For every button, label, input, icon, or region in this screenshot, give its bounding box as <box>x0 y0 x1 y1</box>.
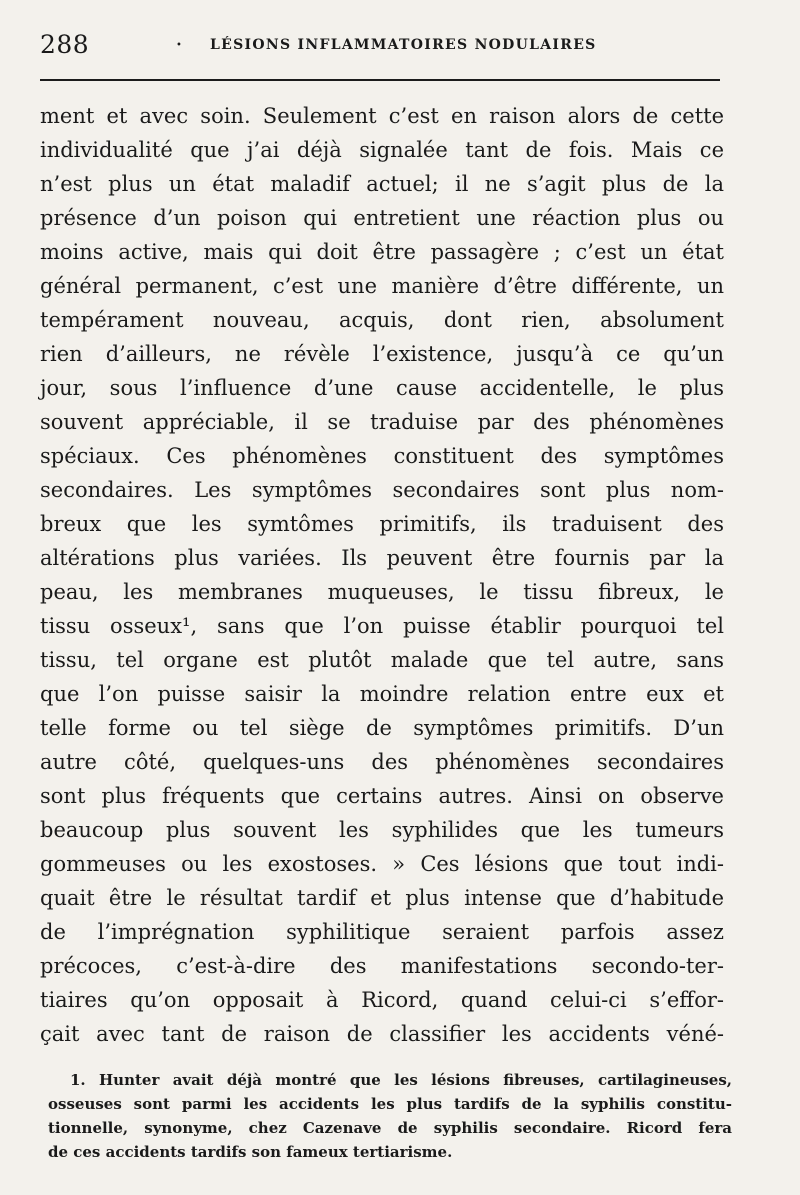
running-title: LÉSIONS INFLAMMATOIRES NODULAIRES <box>210 37 597 53</box>
body-line: individualité que j’ai déjà signalée tant de fois. Mais ce <box>40 138 724 162</box>
footnote-line: 1. Hunter avait déjà montré que les lésions fibreuses, cartilagineuses, <box>70 1071 732 1089</box>
body-line: gommeuses ou les exostoses. » Ces lésions que tout indi- <box>40 852 724 876</box>
body-line: général permanent, c’est une manière d’être différente, un <box>40 274 724 298</box>
body-line: de l’imprégnation syphilitique seraient parfois assez <box>40 920 724 944</box>
body-line: autre côté, quelques-uns des phénomènes secondaires <box>40 750 724 774</box>
body-line: breux que les symtômes primitifs, ils traduisent des <box>40 512 724 536</box>
body-line: tissu, tel organe est plutôt malade que tel autre, sans <box>40 648 724 672</box>
body-line: n’est plus un état maladif actuel; il ne s’agit plus de la <box>40 172 724 196</box>
page-number: 288 <box>40 30 90 59</box>
body-line: quait être le résultat tardif et plus intense que d’habitude <box>40 886 724 910</box>
body-line: spéciaux. Ces phénomènes constituent des symptômes <box>40 444 724 468</box>
body-line: peau, les membranes muqueuses, le tissu fibreux, le <box>40 580 724 604</box>
body-line: beaucoup plus souvent les syphilides que les tumeurs <box>40 818 724 842</box>
body-line: moins active, mais qui doit être passagère ; c’est un état <box>40 240 724 264</box>
footnote-line: de ces accidents tardifs son fameux tertiarisme. <box>48 1143 453 1161</box>
footnote <box>48 1068 732 1164</box>
body-line: présence d’un poison qui entretient une réaction plus ou <box>40 206 724 230</box>
body-line: sont plus fréquents que certains autres. Ainsi on observe <box>40 784 724 808</box>
body-line: tempérament nouveau, acquis, dont rien, absolument <box>40 308 724 332</box>
header-rule <box>40 79 720 81</box>
body-line: rien d’ailleurs, ne révèle l’existence, jusqu’à ce qu’un <box>40 342 724 366</box>
body-line: altérations plus variées. Ils peuvent être fournis par la <box>40 546 724 570</box>
footnote-line: tionnelle, synonyme, chez Cazenave de syphilis secondaire. Ricord fera <box>48 1119 732 1137</box>
body-line: souvent appréciable, il se traduise par des phénomènes <box>40 410 724 434</box>
body-text <box>40 99 724 1051</box>
page-header <box>40 30 720 66</box>
body-line: çait avec tant de raison de classifier les accidents véné- <box>40 1022 724 1046</box>
body-line: tissu osseux¹, sans que l’on puisse établir pourquoi tel <box>40 614 724 638</box>
body-line: ment et avec soin. Seulement c’est en raison alors de cette <box>40 104 724 128</box>
body-line: précoces, c’est-à-dire des manifestations secondo-ter- <box>40 954 724 978</box>
header-ornament: • <box>176 40 182 51</box>
body-line: que l’on puisse saisir la moindre relation entre eux et <box>40 682 724 706</box>
body-line: secondaires. Les symptômes secondaires sont plus nom- <box>40 478 724 502</box>
footnote-line: osseuses sont parmi les accidents les plus tardifs de la syphilis constitu- <box>48 1095 732 1113</box>
body-line: jour, sous l’influence d’une cause accidentelle, le plus <box>40 376 724 400</box>
body-line: telle forme ou tel siège de symptômes primitifs. D’un <box>40 716 724 740</box>
body-line: tiaires qu’on opposait à Ricord, quand celui-ci s’effor- <box>40 988 724 1012</box>
